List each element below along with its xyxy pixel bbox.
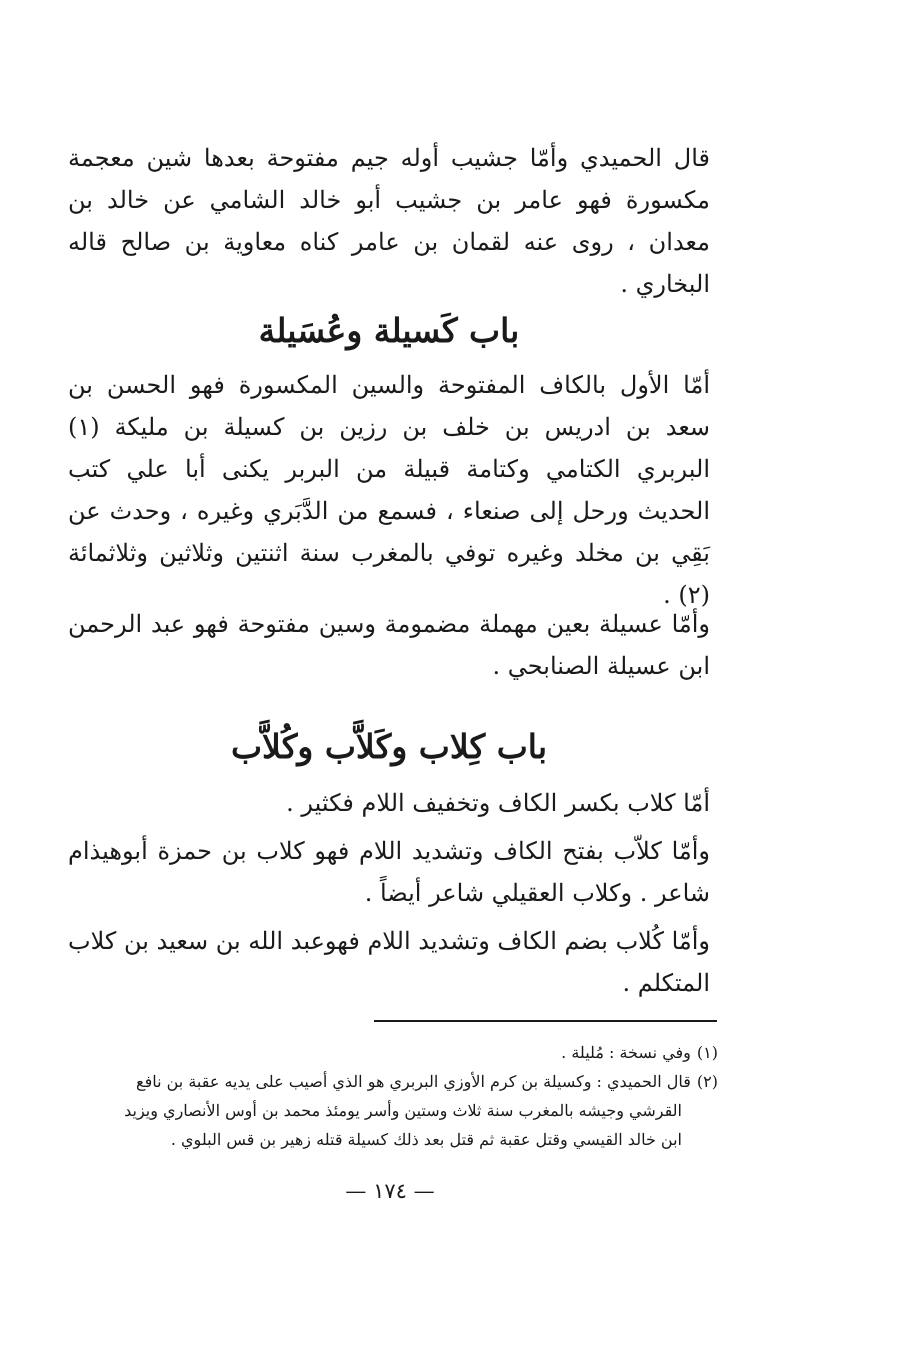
footnote-2-number: (٢) — [696, 1072, 718, 1091]
paragraph-kilab-kasr: أمّا كلاب بكسر الكاف وتخفيف اللام فكثير . — [286, 789, 710, 817]
footnotes-section — [68, 1038, 718, 1154]
footnote-1-number: (١) — [696, 1043, 718, 1062]
page-number: — ١٧٤ — — [345, 1179, 435, 1203]
paragraph-kallab-fath: وأمّا كلاّب بفتح الكاف وتشديد اللام فهو كلاب بن حمزة أبوهيذام شاعر . وكلاب العقيلي شاعر أيضاً . — [68, 837, 710, 907]
footnote-1-text: وفي نسخة : مُليلة . — [561, 1043, 691, 1062]
footnote-2-line-2: القرشي وجيشه بالمغرب سنة ثلاث وستين وأسر يومئذ محمد بن أوس الأنصاري ويزيد — [124, 1101, 682, 1120]
paragraph-kullab-damm: وأمّا كُلاب بضم الكاف وتشديد اللام فهوعبد الله بن سعيد بن كلاب المتكلم . — [68, 927, 710, 997]
paragraph-usayla: وأمّا عسيلة بعين مهملة مضمومة وسين مفتوحة فهو عبد الرحمن ابن عسيلة الصنابحي . — [68, 610, 710, 680]
footnote-2-line-1: قال الحميدي : وكسيلة بن كرم الأوزي البربري هو الذي أصيب على يديه عقبة بن نافع — [136, 1072, 691, 1091]
chapter-heading-kasila: باب كَسيلة وعُسَيلة — [258, 311, 520, 350]
chapter-heading-kilab: باب كِلاب وكَلاَّب وكُلاَّب — [230, 727, 548, 766]
footnote-2 — [68, 1067, 718, 1154]
footnote-1 — [68, 1038, 718, 1067]
paragraph-jushayb: قال الحميدي وأمّا جشيب أوله جيم مفتوحة بعدها شين معجمة مكسورة فهو عامر بن جشيب أبو خالد الشامي عن خالد بن معدان ، روى عنه لقمان بن عامر كناه معاوية بن صالح قاله البخاري . — [68, 144, 710, 298]
footnote-2-line-3: ابن خالد القيسي وقتل عقبة ثم قتل بعد ذلك كسيلة قتله زهير بن قس البلوي . — [170, 1130, 682, 1149]
footnote-divider — [374, 1020, 717, 1022]
paragraph-kasila: أمّا الأول بالكاف المفتوحة والسين المكسورة فهو الحسن بن سعد بن ادريس بن خلف بن رزين بن كسيلة بن مليكة (١) البربري الكتامي وكتامة قبيلة من البربر يكنى أبا علي كتب الحديث ورحل إلى صنعاء ، فسمع من الدَّبَري وغيره ، وحدث عن بَقِي بن مخلد وغيره توفي بالمغرب سنة اثنتين وثلاثين وثلاثمائة (٢) . — [68, 371, 710, 609]
